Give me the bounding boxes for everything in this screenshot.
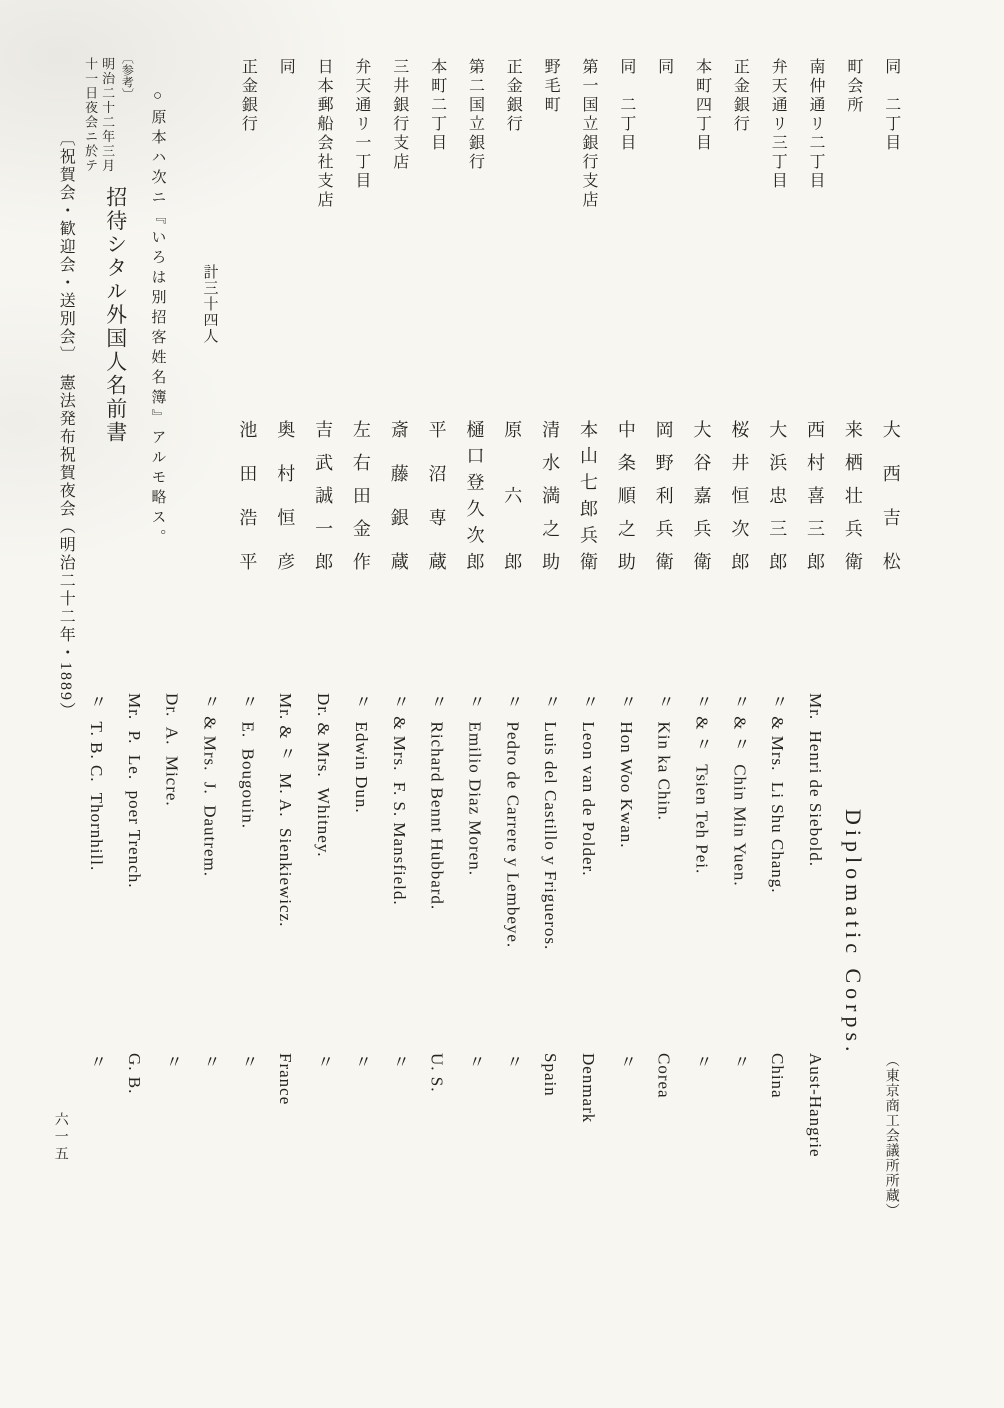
western-name: 〃 & Mrs. J. Dautrem. [200, 693, 220, 877]
japanese-name: 斎藤銀蔵 [388, 420, 409, 570]
list-column [684, 58, 720, 1298]
country-label: 〃 [200, 1053, 220, 1071]
western-name: Mr. P. Le. poer Trench. [124, 693, 144, 889]
western-name: 〃 Luis del Castillo y Frigueros. [541, 693, 561, 951]
western-name: 〃 Pedro de Carrere y Lembeye. [503, 693, 523, 949]
japanese-name: 樋口登久次郎 [464, 420, 485, 570]
address-label: 弁天通リ一丁目 [352, 58, 370, 191]
western-name: 〃 Kin ka Chin. [654, 693, 674, 821]
japanese-name: 大谷嘉兵衛 [691, 420, 712, 570]
address-label: 同 二丁目 [617, 58, 635, 153]
country-label: 〃 [616, 1053, 636, 1071]
western-name: 〃 Edwin Dun. [351, 693, 371, 814]
total-count: 計三十四人 [201, 264, 218, 344]
address-label: 本町四丁目 [693, 58, 711, 153]
western-name [873, 693, 909, 1045]
japanese-name: 奥村恒彦 [275, 420, 296, 570]
address-label: 本町二丁目 [428, 58, 446, 153]
list-column [608, 58, 644, 1298]
country-label: 〃 [238, 1053, 258, 1071]
country-label: 〃 [351, 1053, 371, 1071]
list-column [759, 58, 795, 1298]
archive-source-note: （東京商工会議所所蔵） [883, 1053, 899, 1218]
japanese-name: 池田浩平 [237, 420, 258, 570]
list-column [721, 58, 757, 1298]
list-column [456, 58, 492, 1298]
address-label: 弁天通リ三丁目 [769, 58, 787, 191]
japanese-name: 来栖壮兵衛 [842, 420, 863, 570]
country-label: 〃 [692, 1053, 712, 1071]
running-section-header: 〔祝賀会・歓迎会・送別会〕 憲法発布祝賀夜会（明治二十二年・1889） [57, 130, 75, 720]
japanese-name: 原六郎 [502, 420, 523, 570]
country-label: Aust-Hangrie [806, 1053, 826, 1158]
western-name: 〃 E. Bougouin. [238, 693, 258, 829]
country-label: 〃 [503, 1053, 523, 1071]
country-label: U. S. [427, 1053, 447, 1093]
address-label: 第一国立銀行支店 [579, 58, 597, 210]
japanese-name: 大西吉松 [880, 420, 901, 570]
address-label: 正金銀行 [731, 58, 749, 134]
western-name: 〃 & Mrs. F. S. Mansfield. [389, 693, 409, 906]
list-column [419, 58, 455, 1298]
western-name: Dr. & Mrs. Whitney. [314, 693, 334, 858]
japanese-name: 本山七郎兵衛 [577, 420, 598, 570]
western-name: Mr. Henri de Siebold. [806, 693, 826, 868]
western-name: 〃 Hon Woo Kwan. [616, 693, 636, 849]
page-number: 六一五 [52, 1112, 68, 1163]
japanese-name: 岡野利兵衛 [653, 420, 674, 570]
list-column [570, 58, 606, 1298]
japanese-name: 中条順之助 [615, 420, 636, 570]
list-column [646, 58, 682, 1298]
list-column [305, 58, 341, 1298]
country-label: China [768, 1053, 788, 1099]
list-column [797, 58, 833, 1298]
section-title: 招待シタル外国人名前書 [103, 186, 128, 445]
address-label: 野毛町 [542, 58, 560, 115]
country-label: 〃 [465, 1053, 485, 1071]
country-label: France [276, 1053, 296, 1106]
address-label: 三井銀行支店 [390, 58, 408, 172]
western-name: 〃 & Mrs. Li Shu Chang. [768, 693, 788, 894]
reference-label: 〔参考〕 [120, 52, 135, 100]
japanese-name: 平沼専蔵 [426, 420, 447, 570]
japanese-name: 西村喜三郎 [805, 420, 826, 570]
event-date-line-2: 十一日夜会ニ於テ [83, 57, 99, 173]
address-label: 日本郵船会社支店 [315, 58, 333, 210]
japanese-name [192, 420, 228, 570]
country-label: 〃 [162, 1053, 182, 1071]
western-name: 〃 Leon van de Polder. [578, 693, 598, 877]
address-label: 同 二丁目 [882, 58, 900, 153]
japanese-name: 吉武誠一郎 [313, 420, 334, 570]
list-column [873, 58, 909, 1298]
western-name: 〃 Richard Bennt Hubbard. [427, 693, 447, 911]
country-label: 〃 [730, 1053, 750, 1071]
country-label: G. B. [124, 1053, 144, 1095]
address-label: 同 [277, 58, 295, 77]
country-label: Corea [654, 1053, 674, 1099]
japanese-name: 桜井恒次郎 [729, 420, 750, 570]
country-label: Denmark [578, 1053, 598, 1124]
list-column [494, 58, 530, 1298]
western-name: Mr. & 〃 M. A. Sienkiewicz. [276, 693, 296, 928]
list-column [343, 58, 379, 1298]
western-name: 〃 & 〃 Chin Min Yuen. [730, 693, 750, 887]
country-label: Spain [541, 1053, 561, 1097]
closing-note: ○原本ハ次ニ『いろは別招客姓名簿』アルモ略ス。 [149, 88, 166, 549]
address-label: 南仲通リ二丁目 [807, 58, 825, 191]
list-column [229, 58, 265, 1298]
list-column [532, 58, 568, 1298]
address-label: 正金銀行 [239, 58, 257, 134]
diplomatic-corps-heading: Diplomatic Corps. [840, 809, 866, 1057]
western-name: Dr. A. Micre. [162, 693, 182, 807]
list-column [267, 58, 303, 1298]
guest-list [78, 58, 909, 1298]
list-column [381, 58, 417, 1298]
address-label: 第二国立銀行 [466, 58, 484, 172]
western-name: 〃 Emilio Diaz Moren. [465, 693, 485, 876]
country-label [835, 1053, 871, 1293]
japanese-name: 左右田金作 [350, 420, 371, 570]
event-date-line-1: 明治二十二年三月 [100, 57, 116, 173]
list-column [835, 58, 871, 1298]
western-name: 〃 T. B. C. Thornhill. [87, 693, 106, 872]
address-label: 同 [655, 58, 673, 77]
country-label: 〃 [314, 1053, 334, 1071]
address-label: 町会所 [844, 58, 862, 115]
western-name: 〃 & 〃 Tsien Teh Pei. [692, 693, 712, 875]
japanese-name: 大浜忠三郎 [767, 420, 788, 570]
country-label: 〃 [389, 1053, 409, 1071]
japanese-name: 清水満之助 [540, 420, 561, 570]
address-label: 正金銀行 [504, 58, 522, 134]
list-column [192, 58, 228, 1298]
country-label: 〃 [87, 1053, 106, 1071]
